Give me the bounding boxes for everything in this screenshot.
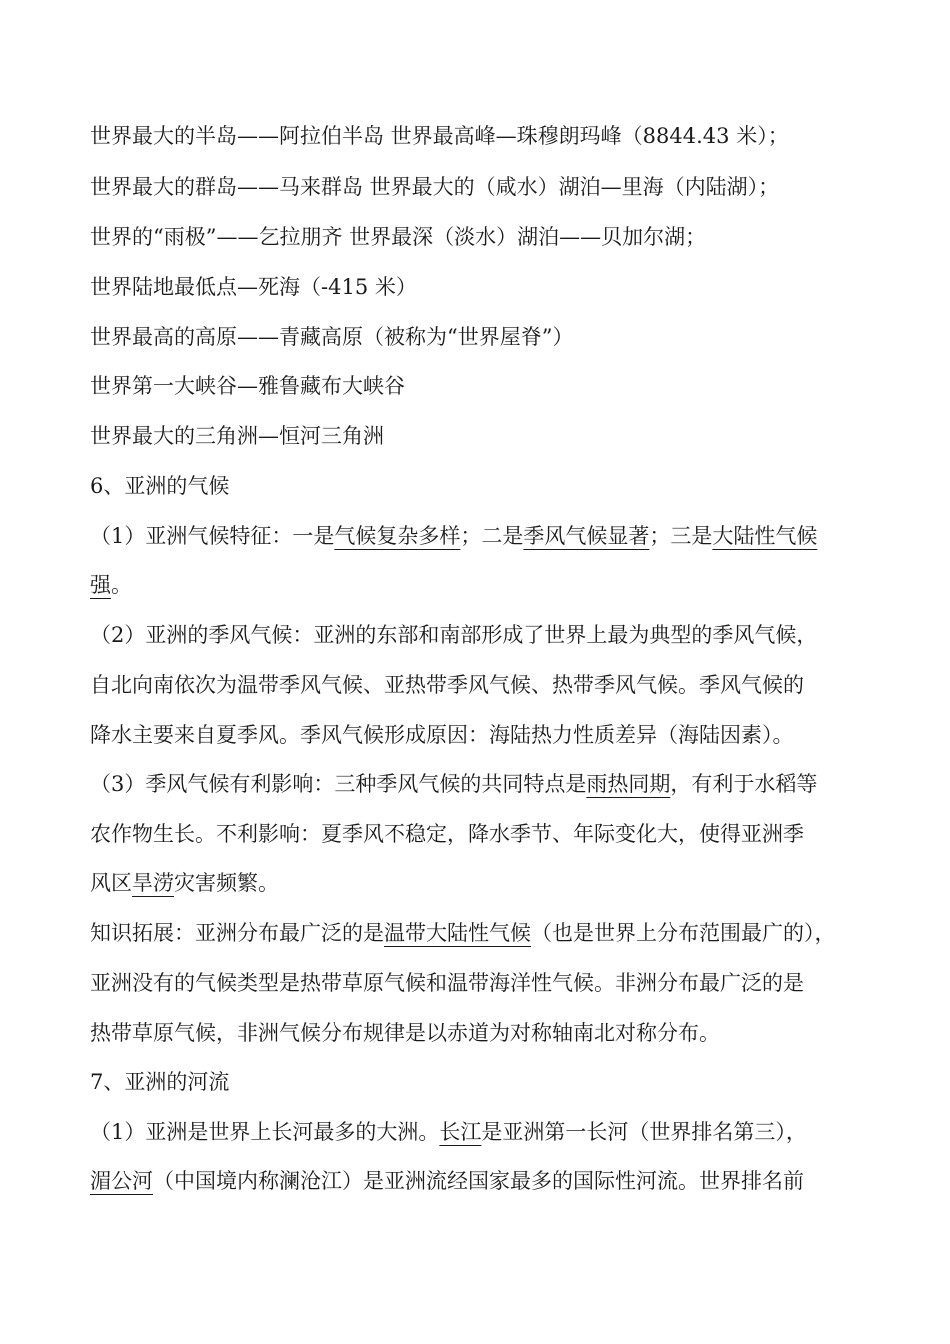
text: 。 — [111, 573, 132, 597]
paragraph-line — [90, 1117, 870, 1147]
underlined-term: 湄公河 — [90, 1169, 153, 1193]
text: （3）季风气候有利影响：三种季风气候的共同特点是 — [90, 772, 587, 796]
paragraph-line — [90, 868, 870, 898]
fact-line: 世界的“雨极”——乞拉朋齐 世界最深（淡水）湖泊——贝加尔湖； — [90, 225, 707, 249]
underlined-term: 季风气候显著 — [523, 524, 650, 548]
text: ，有利于水稻等 — [670, 772, 818, 796]
text: （1）亚洲气候特征：一是 — [90, 524, 335, 548]
underlined-term: 温带大陆性气候 — [384, 921, 531, 945]
text: 知识拓展：亚洲分布最广泛的是 — [90, 921, 384, 945]
section-heading: 7、亚洲的河流 — [90, 1070, 230, 1094]
text: （也是世界上分布范围最广的）， — [531, 921, 836, 945]
paragraph-line: 降水主要来自夏季风。季风气候形成原因：海陆热力性质差异（海陆因素）。 — [90, 723, 794, 747]
text: （1）亚洲是世界上长河最多的大洲。 — [90, 1120, 440, 1144]
text: ；二是 — [460, 524, 524, 548]
text: 灾害频繁。 — [174, 871, 279, 895]
underlined-term: 气候复杂多样 — [334, 524, 461, 548]
paragraph-line: 农作物生长。不利影响：夏季风不稳定，降水季节、年际变化大，使得亚洲季 — [90, 822, 804, 846]
text: 风区 — [90, 871, 132, 895]
fact-line: 世界最大的群岛——马来群岛 世界最大的（咸水）湖泊—里海（内陆湖）； — [90, 175, 780, 199]
fact-line: 世界最高的高原——青藏高原（被称为“世界屋脊”） — [90, 325, 574, 349]
underlined-term: 旱涝 — [132, 871, 174, 895]
paragraph-line: 亚洲没有的气候类型是热带草原气候和温带海洋性气候。非洲分布最广泛的是 — [90, 971, 804, 995]
paragraph-line — [90, 1166, 870, 1196]
paragraph-line: 自北向南依次为温带季风气候、亚热带季风气候、热带季风气候。季风气候的 — [90, 673, 804, 697]
underlined-term: 雨热同期 — [586, 772, 671, 796]
underlined-term: 长江 — [439, 1120, 482, 1144]
underlined-term: 强 — [90, 573, 111, 597]
fact-line: 世界陆地最低点—死海（-415 米） — [90, 275, 417, 299]
paragraph-line — [90, 521, 870, 551]
fact-line: 世界第一大峡谷—雅鲁藏布大峡谷 — [90, 374, 405, 398]
text: 是亚洲第一长河（世界排名第三）， — [481, 1120, 807, 1144]
fact-line: 世界最大的三角洲—恒河三角洲 — [90, 424, 384, 448]
paragraph-line — [90, 570, 870, 600]
paragraph-line: 热带草原气候，非洲气候分布规律是以赤道为对称轴南北对称分布。 — [90, 1021, 720, 1045]
text: ；三是 — [649, 524, 713, 548]
paragraph-line: （2）亚洲的季风气候：亚洲的东部和南部形成了世界上最为典型的季风气候， — [90, 623, 818, 647]
paragraph-line — [90, 769, 870, 799]
section-heading: 6、亚洲的气候 — [90, 474, 230, 498]
paragraph-line — [90, 918, 870, 948]
fact-line: 世界最大的半岛——阿拉伯半岛 世界最高峰—珠穆朗玛峰（8844.43 米）； — [90, 124, 789, 148]
text: （中国境内称澜沧江）是亚洲流经国家最多的国际性河流。世界排名前 — [153, 1169, 804, 1193]
underlined-term: 大陆性气候 — [712, 524, 818, 548]
